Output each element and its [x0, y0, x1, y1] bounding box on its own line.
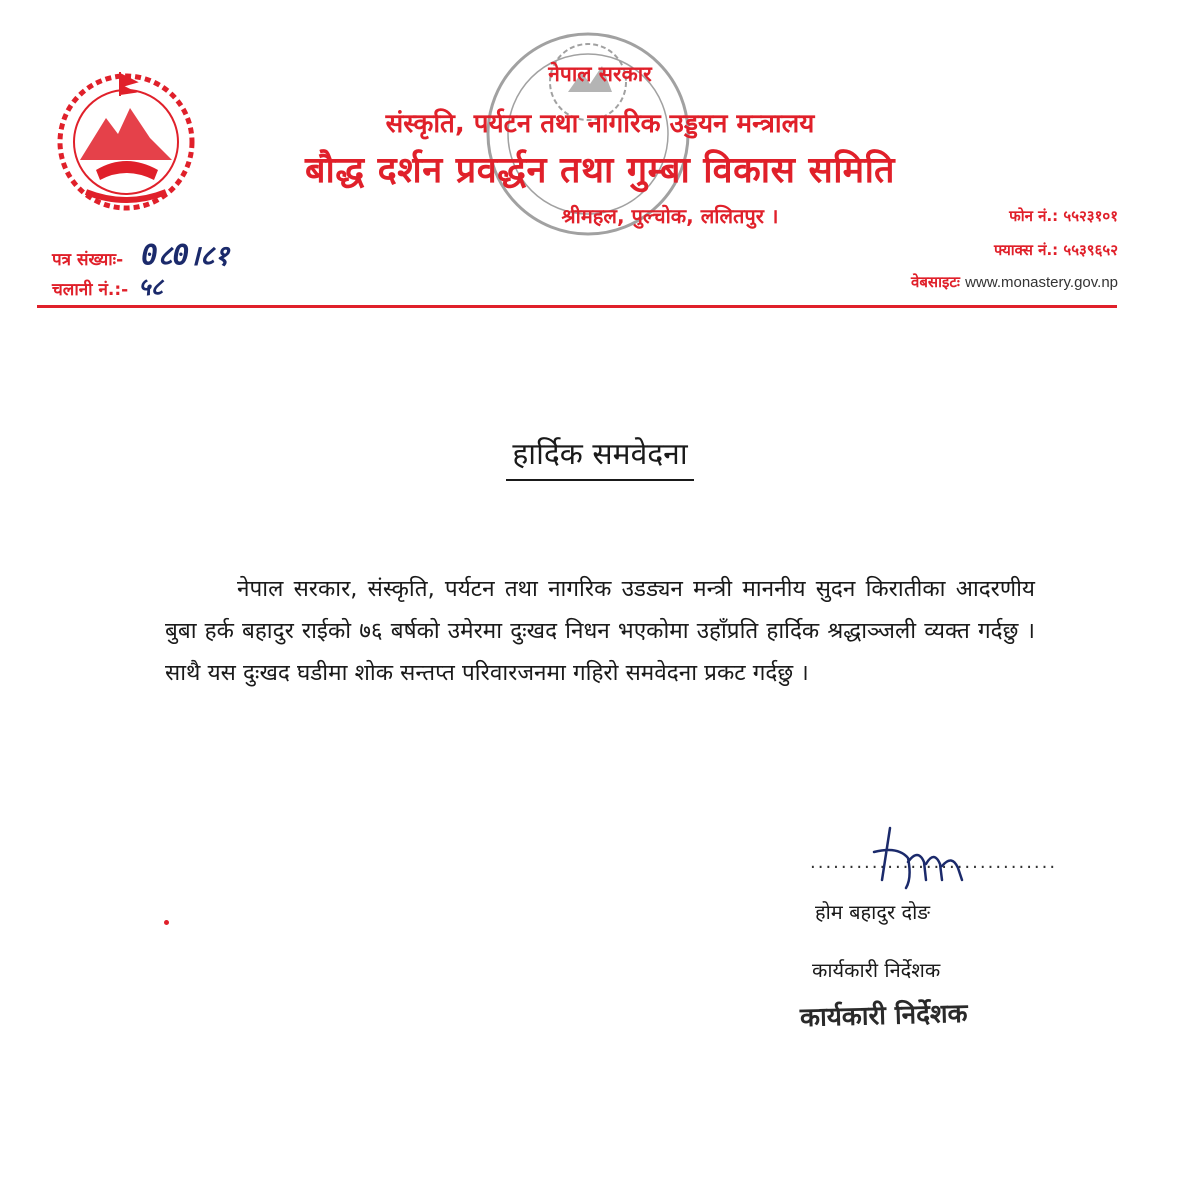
- letter-number-label: पत्र संख्याः-: [52, 250, 124, 270]
- document-title-text: हार्दिक समवेदना: [506, 432, 693, 481]
- dispatch-number-label: चलानी नं.:-: [52, 280, 129, 300]
- header-divider: [37, 305, 1117, 308]
- website-link[interactable]: www.monastery.gov.np: [965, 274, 1118, 291]
- office-address: श्रीमहल, पुल्चोक, ललितपुर ।: [561, 204, 779, 228]
- dispatch-number-value: ५८: [138, 273, 164, 301]
- phone-value: ५५२३१०१: [1063, 207, 1118, 225]
- website-label: वेबसाइटः: [911, 273, 960, 291]
- government-name: नेपाल सरकार: [548, 62, 652, 86]
- fax-row: [718, 240, 1118, 260]
- fax-label: फ्याक्स नं.:: [994, 241, 1059, 259]
- signature-icon: [868, 818, 978, 898]
- signer-name: होम बहादुर दोङ: [815, 900, 931, 924]
- dispatch-number-row: [52, 270, 163, 303]
- signer-designation: कार्यकारी निर्देशक: [812, 958, 941, 982]
- ink-dot: [164, 920, 169, 925]
- signature-line: ................................: [810, 852, 1058, 873]
- document-title: [0, 432, 1200, 481]
- designation-stamp: कार्यकारी निर्देशक: [799, 998, 968, 1034]
- committee-name: बौद्ध दर्शन प्रवर्द्धन तथा गुम्बा विकास समिति: [304, 150, 896, 191]
- phone-label: फोन नं.:: [1009, 207, 1059, 225]
- letter-number-row: [52, 236, 229, 274]
- ministry-name: संस्कृति, पर्यटन तथा नागरिक उड्डयन मन्त्रालय: [385, 109, 815, 139]
- website-row: [718, 272, 1118, 292]
- phone-row: [718, 206, 1118, 226]
- fax-value: ५५३९६५२: [1063, 241, 1118, 259]
- letter-number-value: 0८0।८१: [141, 239, 230, 272]
- condolence-body: नेपाल सरकार, संस्कृति, पर्यटन तथा नागरिक उडड्यन मन्त्री माननीय सुदन किरातीका आदरणीय बुबा हर्क बहादुर राईको ७६ बर्षको उमेरमा दुःखद निधन भएकोमा उहाँप्रति हार्दिक श्रद्धाञ्जली व्यक्त गर्दछु । साथै यस दुःखद घडीमा शोक सन्तप्त परिवारजनमा गहिरो समवेदना प्रकट गर्दछु ।: [165, 576, 1035, 686]
